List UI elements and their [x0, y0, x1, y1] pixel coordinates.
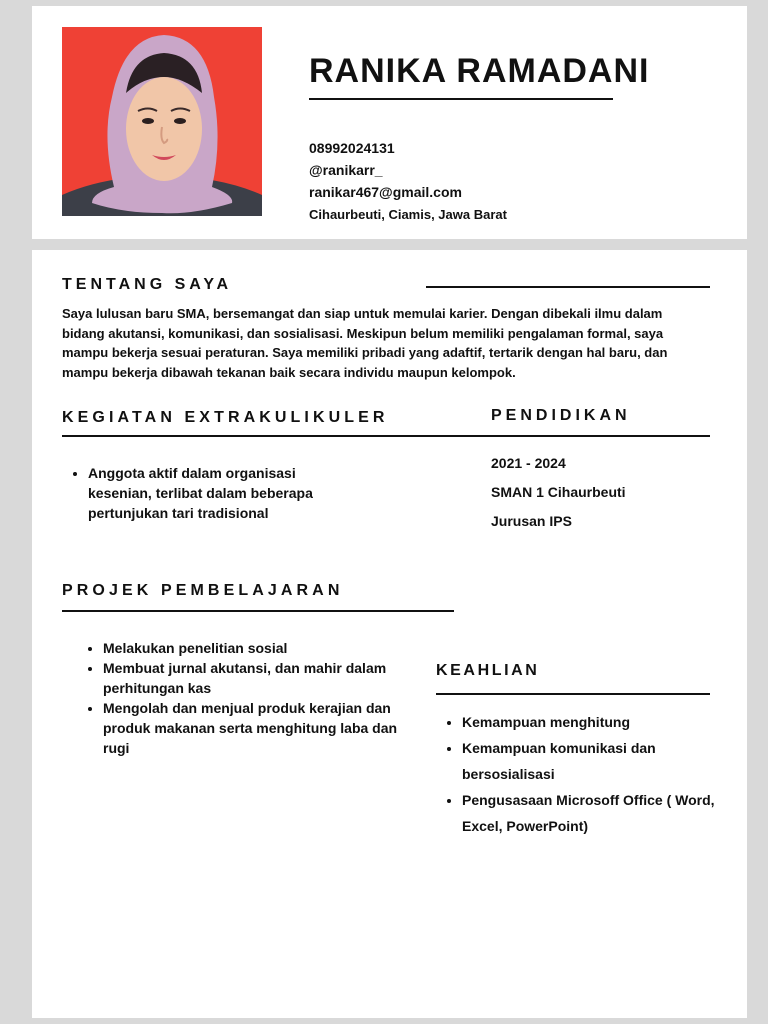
- email-address: ranikar467@gmail.com: [309, 184, 462, 200]
- extracurricular-title: KEGIATAN EXTRAKULIKULER: [62, 409, 389, 426]
- profile-photo: [62, 27, 262, 216]
- education-years: 2021 - 2024: [491, 455, 566, 471]
- skills-title: KEAHLIAN: [436, 662, 540, 679]
- extracurricular-list: [62, 463, 358, 523]
- list-item: • Membuat jurnal akutansi, dan mahir dalam perhitungan kas: [103, 658, 413, 698]
- about-rule: [426, 286, 710, 288]
- education-title: PENDIDIKAN: [491, 407, 631, 424]
- social-handle: @ranikarr_: [309, 162, 383, 178]
- main-card: [32, 250, 747, 1018]
- list-item: • Mengolah dan menjual produk kerajian dan produk makanan serta menghitung laba dan rugi: [103, 698, 413, 758]
- section-rule: [62, 435, 710, 437]
- projects-list: [77, 638, 413, 758]
- projects-rule: [62, 610, 454, 612]
- list-item: • Pengusasaan Microsoff Office ( Word, Excel, PowerPoint): [462, 787, 732, 839]
- about-title: TENTANG SAYA: [62, 276, 233, 293]
- home-address: Cihaurbeuti, Ciamis, Jawa Barat: [309, 207, 507, 222]
- education-school: SMAN 1 Cihaurbeuti: [491, 484, 626, 500]
- about-text: Saya lulusan baru SMA, bersemangat dan siap untuk memulai karier. Dengan dibekali ilmu dalam bidang akutansi, komunikasi, dan sosialisasi. Meskipun belum memiliki pengalaman formal, saya mampu bekerja sesuai peraturan. Saya memiliki pribadi yang adaftif, tertarik dengan hal baru, dan mampu bekerja dibawah tekanan baik secara individu maupun kelompok.: [62, 306, 668, 380]
- profile-photo-image: [62, 27, 262, 216]
- name-underline: [309, 98, 613, 100]
- education-major: Jurusan IPS: [491, 513, 572, 529]
- skills-list: [436, 709, 732, 839]
- skills-rule: [436, 693, 710, 695]
- projects-title: PROJEK PEMBELAJARAN: [62, 582, 344, 599]
- full-name: RANIKA RAMADANI: [309, 52, 650, 90]
- list-item: • Anggota aktif dalam organisasi kesenian, terlibat dalam beberapa pertunjukan tari tradisional: [88, 463, 358, 523]
- list-item: • Kemampuan menghitung: [462, 709, 732, 735]
- header-card: [32, 6, 747, 239]
- list-item: • Melakukan penelitian sosial: [103, 638, 413, 658]
- phone-number: 08992024131: [309, 140, 395, 156]
- list-item: • Kemampuan komunikasi dan bersosialisasi: [462, 735, 732, 787]
